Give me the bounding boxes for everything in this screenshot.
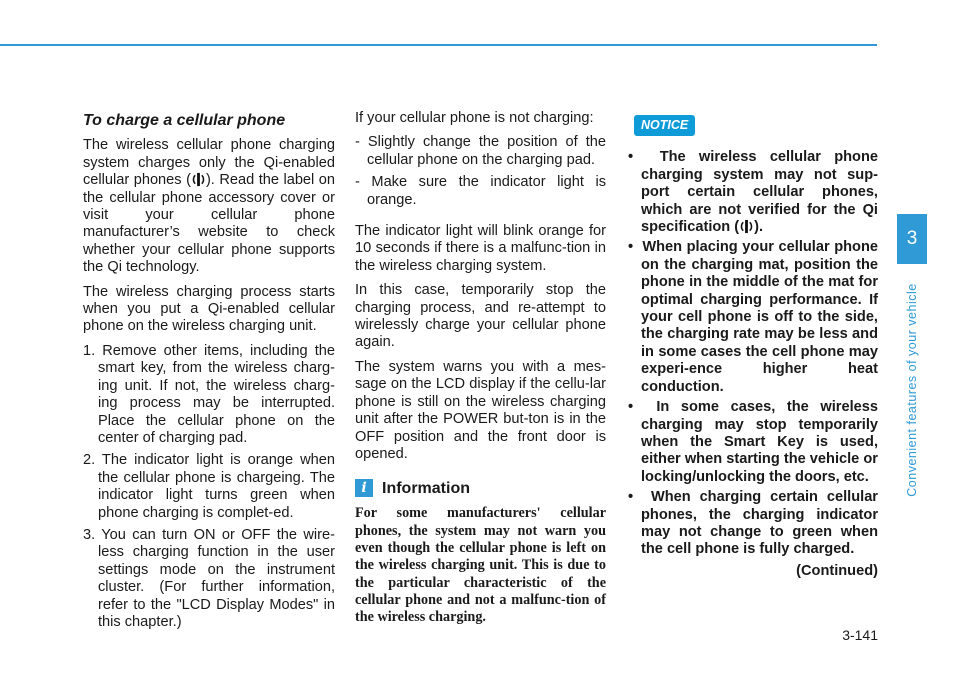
information-title: Information <box>382 479 470 497</box>
page-number: 3-141 <box>842 627 878 643</box>
paragraph-charging-start: The wireless charging process starts when you put a Qi-enabled cellular phone on the wireless charging unit. <box>83 283 335 335</box>
notice-badge: NOTICE <box>634 115 695 136</box>
paragraph-not-charging: If your cellular phone is not charging: <box>355 110 594 126</box>
step-item: 3. You can turn ON or OFF the wire-less charging function in the user settings mode on the instrument cluster. (For further information, refer to the "LCD Display Modes" in this chapter.) <box>83 526 335 630</box>
chapter-number-tab: 3 <box>897 214 927 264</box>
info-icon: i <box>355 479 373 497</box>
column-left <box>83 108 335 636</box>
notice-bullet: • In some cases, the wireless charging may stop temporarily when the Smart Key is used, either when starting the vehicle or locking/unlocking the doors, etc. <box>628 399 878 485</box>
paragraph-warning: The system warns you with a mes-sage on the LCD display if the cellu-lar phone is still on the wireless charging unit after the POWER but-ton is in the OFF position and the front door is opened. <box>355 358 606 462</box>
column-middle <box>355 108 606 626</box>
step-item: 1. Remove other items, including the smart key, from the wireless charg-ing unit. If not, the wireless charg-ing process may be interrupted. Place the cellular phone on the center of charging pad. <box>83 342 335 446</box>
column-right <box>622 113 878 580</box>
paragraph-qi-support: The wireless cellular phone charging system charges only the Qi-enabled cellular phones ( ). Read the label on the cellular phone accessory cover or visit your cellular phone manufacturer’s website to check whether your cellular phone supports the Qi technology. <box>83 137 335 276</box>
continued-label: (Continued) <box>796 562 878 579</box>
notice-bullet: • When charging certain cellular phones, the charging indicator may not change to green when the cell phone is fully charged. <box>628 489 878 558</box>
information-header <box>355 479 606 497</box>
information-body: For some manufacturers' cellular phones, the system may not warn you even though the cellular phone is left on the wireless charging unit. This is due to the particular characteristic of the cellular phone and not a malfunc-tion of the wireless charging. <box>355 505 606 626</box>
qi-wireless-charging-icon <box>739 219 754 234</box>
notice-bullet: • The wireless cellular phone charging system may not sup-port certain cellular phones, which are not verified for the Qi specification ( ). <box>628 149 878 236</box>
step-item: 2. The indicator light is orange when the cellular phone is chargeing. The indicator light turns green when phone charging is complet-ed. <box>83 452 335 521</box>
section-heading: To charge a cellular phone <box>83 112 286 129</box>
paragraph-blink: The indicator light will blink orange for 10 seconds if there is a malfunc-tion in the wireless charging system. <box>355 223 606 274</box>
dash-item: - Make sure the indicator light is orange. <box>355 174 606 208</box>
notice-bullet: • When placing your cellular phone on the charging mat, position the phone in the middle of the mat for optimal charging performance. If your cell phone is off to the side, the charging rate may be less and in some cases the cell phone may experi-ence higher heat conduction. <box>628 239 879 395</box>
dash-item: - Slightly change the position of the cellular phone on the charging pad. <box>355 134 606 168</box>
header-rule <box>0 44 877 46</box>
chapter-title: Convenient features of your vehicle <box>905 283 919 497</box>
paragraph-stop-charging: In this case, temporarily stop the charging process, and re-attempt to wirelessly charge your cellular phone again. <box>355 282 606 351</box>
qi-wireless-charging-icon <box>191 172 206 187</box>
chapter-title-vertical <box>897 275 927 505</box>
